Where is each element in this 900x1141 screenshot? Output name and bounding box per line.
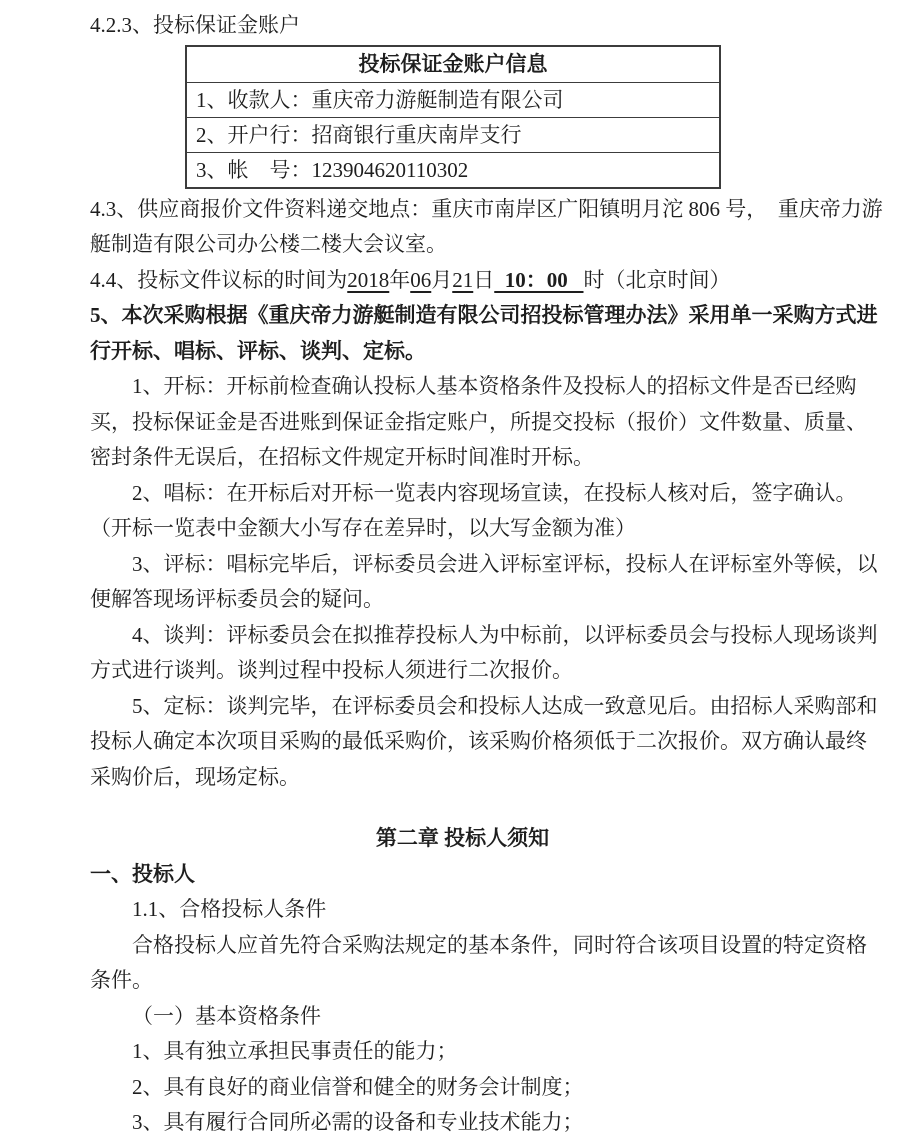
table-header-cell: 投标保证金账户信息	[186, 46, 720, 83]
basic-qualification-heading: （一）基本资格条件	[132, 1003, 321, 1028]
bid-day-value: 21	[452, 267, 474, 292]
table-row	[186, 118, 720, 153]
procedure-item-award: 5、定标：谈判完毕，在评标委员会和投标人达成一致意见后。由招标人采购部和投标人确定本次项目采购的最低采购价，该采购价格须低于二次报价。双方确认最终采购价后，现场定标。	[90, 693, 878, 789]
account-number-cell: 3、帐 号：123904620110302	[186, 153, 720, 188]
subsection-1-1-body: 合格投标人应首先符合采购法规定的基本条件，同时符合该项目设置的特定资格条件。	[90, 932, 867, 992]
table-row	[186, 153, 720, 188]
bid-month-value: 06	[410, 267, 432, 292]
subsection-1-1-heading: 1.1、合格投标人条件	[132, 897, 327, 921]
paragraph-5-method: 5、本次采购根据《重庆帝力游艇制造有限公司招投标管理办法》采用单一采购方式进行开标、唱标、评标、谈判、定标。	[90, 303, 878, 363]
para-4-4-sep1: 年	[389, 267, 411, 292]
basic-qualification-item: 2、具有良好的商业信誉和健全的财务会计制度；	[132, 1074, 584, 1099]
procedure-item-evaluate-bid: 3、评标：唱标完毕后，评标委员会进入评标室评标，投标人在评标室外等候，以便解答现场评标委员会的疑问。	[90, 551, 878, 611]
procedure-item-read-bid: 2、唱标：在开标后对开标一览表内容现场宣读，在投标人核对后，签字确认。（开标一览表中金额大小写存在差异时，以大写金额为准）	[90, 480, 857, 540]
bank-cell: 2、开户行：招商银行重庆南岸支行	[186, 118, 720, 153]
basic-qualification-item: 3、具有履行合同所必需的设备和专业技术能力；	[132, 1110, 584, 1134]
paragraph-4-4	[90, 263, 885, 299]
section-heading-4-2-3: 4.2.3、投标保证金账户	[90, 13, 300, 37]
procedure-item-negotiate: 4、谈判：评标委员会在拟推荐投标人为中标前，以评标委员会与投标人现场谈判方式进行谈判。谈判过程中投标人须进行二次报价。	[90, 622, 878, 682]
para-4-4-lead: 4.4、投标文件议标的时间为	[90, 267, 348, 292]
table-header-row	[186, 46, 720, 83]
payee-cell: 1、收款人：重庆帝力游艇制造有限公司	[186, 83, 720, 118]
section-spacer	[90, 795, 885, 821]
basic-qualification-item: 1、具有独立承担民事责任的能力；	[132, 1039, 458, 1063]
chapter-2-title: 第二章 投标人须知	[375, 826, 550, 850]
procedure-item-open-bid: 1、开标：开标前检查确认投标人基本资格条件及投标人的招标文件是否已经购买，投标保证金是否进账到保证金指定账户，所提交投标（报价）文件数量、质量、密封条件无误后，在招标文件规定开标时间准时开标。	[90, 374, 867, 469]
para-4-4-tail: 时（北京时间）	[583, 267, 731, 292]
bid-time-value: 10：00	[494, 267, 584, 292]
paragraph-4-3: 4.3、供应商报价文件资料递交地点：重庆市南岸区广阳镇明月沱 806 号， 重庆帝力游艇制造有限公司办公楼二楼大会议室。	[90, 196, 883, 256]
deposit-account-table	[185, 45, 721, 189]
bid-year-value: 2018	[347, 267, 390, 292]
para-4-4-sep3: 日	[473, 267, 495, 292]
para-4-4-sep2: 月	[431, 267, 453, 292]
section-1-bidder-heading: 一、投标人	[90, 861, 195, 886]
table-row	[186, 83, 720, 118]
